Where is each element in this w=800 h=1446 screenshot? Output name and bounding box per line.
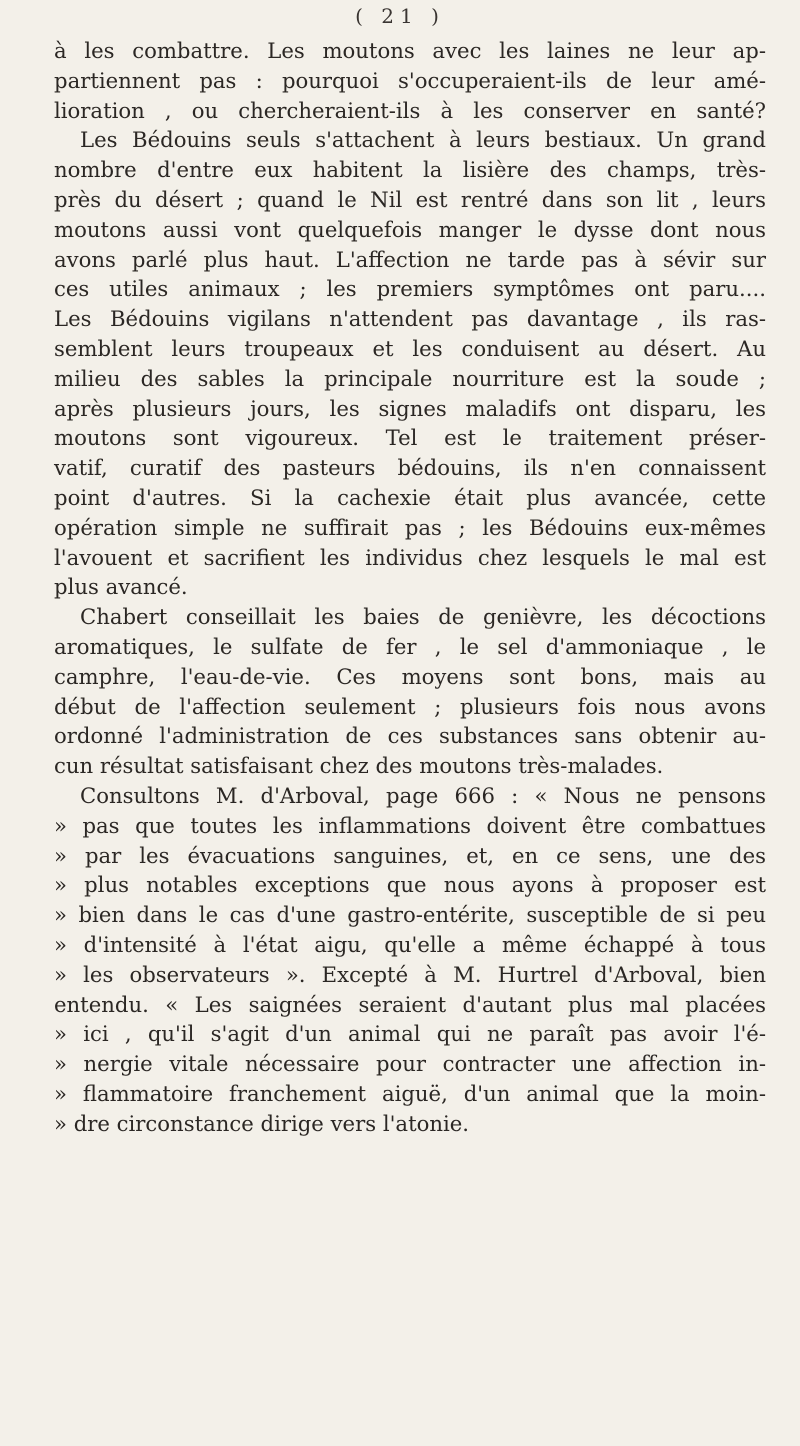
text-line: Les Bédouins seuls s'attachent à leurs bestiaux. Un grand — [80, 127, 766, 153]
text-line: moutons aussi vont quelquefois manger le dysse dont nous — [54, 216, 766, 242]
text-line: » dre circonstance dirige vers l'atonie. — [54, 1110, 470, 1136]
text-line: après plusieurs jours, les signes maladifs ont disparu, les — [54, 395, 766, 421]
text-line: » les observateurs ». Excepté à M. Hurtrel d'Arboval, bien — [54, 961, 766, 987]
body-text — [54, 36, 766, 1138]
text-line: aromatiques, le sulfate de fer , le sel d'ammoniaque , le — [54, 633, 766, 659]
text-line: l'avouent et sacrifient les individus chez lesquels le mal est — [54, 544, 766, 570]
text-line: camphre, l'eau-de-vie. Ces moyens sont bons, mais au — [54, 663, 766, 689]
text-line: semblent leurs troupeaux et les conduisent au désert. Au — [54, 335, 766, 361]
text-line: nombre d'entre eux habitent la lisière des champs, très- — [54, 157, 766, 183]
text-line: Consultons M. d'Arboval, page 666 : « Nous ne pensons — [80, 782, 766, 808]
text-line: entendu. « Les saignées seraient d'autant plus mal placées — [54, 991, 766, 1017]
text-line: près du désert ; quand le Nil est rentré dans son lit , leurs — [54, 186, 766, 212]
text-line: vatif, curatif des pasteurs bédouins, ils n'en connaissent — [54, 455, 766, 481]
text-line: » d'intensité à l'état aigu, qu'elle a même échappé à tous — [54, 931, 766, 957]
text-line: plus avancé. — [54, 574, 188, 600]
text-line: cun résultat satisfaisant chez des moutons très-malades. — [54, 753, 664, 779]
text-line: avons parlé plus haut. L'affection ne tarde pas à sévir sur — [54, 246, 766, 272]
text-line: ces utiles animaux ; les premiers symptômes ont paru.... — [54, 276, 766, 302]
text-line: ordonné l'administration de ces substances sans obtenir au- — [54, 723, 766, 749]
text-line: début de l'affection seulement ; plusieurs fois nous avons — [54, 693, 766, 719]
text-line: point d'autres. Si la cachexie était plus avancée, cette — [54, 484, 766, 510]
text-line: » bien dans le cas d'une gastro-entérite, susceptible de si peu — [54, 902, 766, 928]
text-line: » par les évacuations sanguines, et, en ce sens, une des — [54, 842, 766, 868]
text-line: opération simple ne suffirait pas ; les Bédouins eux-mêmes — [54, 514, 766, 540]
text-line: moutons sont vigoureux. Tel est le traitement préser- — [54, 425, 766, 451]
text-line: » plus notables exceptions que nous ayons à proposer est — [54, 872, 766, 898]
text-line: » ici , qu'il s'agit d'un animal qui ne paraît pas avoir l'é- — [54, 1021, 766, 1047]
text-line: » pas que toutes les inflammations doivent être combattues — [54, 812, 766, 838]
text-line: » nergie vitale nécessaire pour contracter une affection in- — [54, 1051, 766, 1077]
text-line: Chabert conseillait les baies de genièvre, les décoctions — [80, 604, 766, 630]
text-line: partiennent pas : pourquoi s'occuperaient-ils de leur amé- — [54, 67, 766, 93]
page-number: ( 21 ) — [355, 4, 445, 28]
text-line: lioration , ou chercheraient-ils à les conserver en santé? — [54, 97, 766, 123]
text-line: Les Bédouins vigilans n'attendent pas davantage , ils ras- — [54, 306, 766, 332]
text-line: » flammatoire franchement aiguë, d'un animal que la moin- — [54, 1080, 766, 1106]
text-line: milieu des sables la principale nourriture est la soude ; — [54, 365, 766, 391]
text-line: à les combattre. Les moutons avec les laines ne leur ap- — [54, 38, 766, 63]
